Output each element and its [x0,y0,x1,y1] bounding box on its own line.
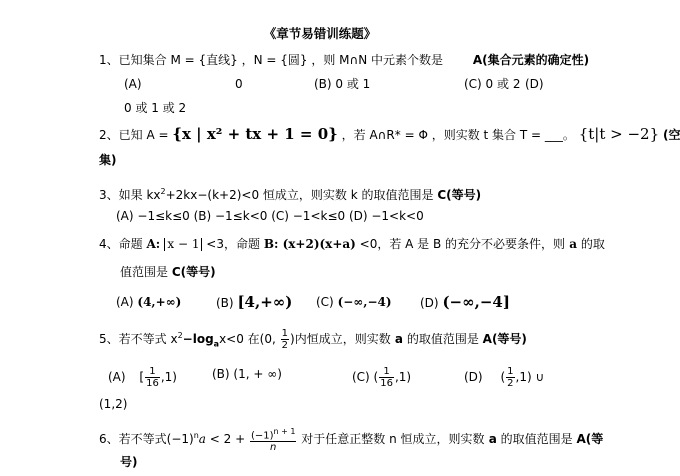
q5-stem-text-c: x<0 在(0, [219,332,276,346]
q3-exponent: 2 [160,187,166,196]
q4-var-a: a [565,237,578,251]
q5-opt-d [464,366,544,389]
q5-log: −log [182,332,214,346]
q5-opt-a-numerator: 1 [145,366,160,378]
q4-prop-a-tail: <3，命题 [202,237,260,251]
q6-frac-exponent: n + 1 [273,427,296,436]
q2-stem-text: 2、已知 A = [99,128,169,142]
q6-stem-text: 6、若不等式(−1) [99,432,194,447]
q2-set-expression: {x | x² + tx + 1 = 0} [172,125,338,143]
q3-stem-text-b: +2kx−(k+2)<0 恒成立，则实数 k 的取值范围是 [165,188,434,202]
q4-opt-a-value: (4,+∞) [137,295,182,309]
q5-stem-text-d: )内恒成立，则实数 [290,332,391,346]
q5-opt-a-close: ,1) [160,370,177,384]
q5-log-base: a [213,339,220,349]
q4-stem-cont [120,264,216,280]
q1-stem [99,52,589,68]
q5-opt-c-denominator: 16 [380,378,393,389]
page-title: 《章节易错训练题》 [263,26,377,41]
q1-opt-d-value: 0 或 1 或 2 [124,101,187,115]
q5-exponent: 2 [177,331,183,340]
q4-opt-d [420,294,510,311]
q2-stem-text-b: ，若 A∩R* = Φ ，则实数 t 集合 T = ___。 [341,128,575,142]
q6-var-a2: a [484,432,497,447]
q4-opt-b-label: (B) [216,296,234,310]
q5-stem-text-e: 的取值范围是 [403,332,479,346]
q5-frac-denominator: 2 [281,340,289,351]
q5-opt-d-fraction [506,366,514,389]
q5-opt-a-label: (A) [108,370,126,384]
q5-fraction [281,328,289,351]
q2-answer-cont: 集) [99,153,117,167]
q4-abs-expression: x − 1 [164,238,202,251]
q1-opt-b: (B) 0 或 1 [314,77,371,91]
q5-opt-d-close: ,1) ∪ [515,370,545,384]
q4-opt-c [316,294,392,310]
q4-stem-text-d: 值范围是 [120,265,169,279]
q6-stem-text-d: 的取值范围是 [496,432,573,447]
q5-opt-d-numerator: 1 [507,366,514,377]
q6-fraction [250,426,297,453]
q1-stem-text: 1、已知集合 M = {直线} ，N = {圆} ，则 M∩N 中元素个数是 [99,53,444,67]
q5-opt-c-close: ,1) [394,370,412,384]
q6-frac-denominator: n [270,442,277,454]
q5-opt-d-label: (D) [464,370,483,384]
q4-opt-a [116,294,181,310]
q5-stem-text: 5、若不等式 x [99,332,178,346]
q1-opt-a-label: (A) [124,77,142,91]
q6-var-a: a [198,432,206,447]
q6-exponent: n [193,431,199,441]
q1-opt-d-label: (D) [525,77,544,91]
q5-opt-d-open: ( [500,370,506,384]
q4-opt-b [216,294,292,311]
q2-answer-set: {t|t > −2} [578,125,660,143]
q4-opt-b-value: [4,+∞) [237,293,293,311]
q6-answer: A(等 [576,432,604,447]
q1-answer: A(集合元素的确定性) [472,53,590,67]
q5-opt-a-denominator: 16 [146,378,159,389]
q2-stem [99,126,680,143]
q2-answer: (空 [662,128,680,142]
q5-opt-b: (B) (1, + ∞) [212,367,282,381]
q1-opt-a-value: 0 [235,77,243,91]
q5-opt-c-label: (C) ( [352,370,379,384]
q4-opt-d-value: (−∞,−4] [442,293,510,311]
q1-opt-c: (C) 0 或 2 [464,77,521,91]
q3-stem-text: 3、如果 kx [99,188,161,202]
q5-opt-a-fraction [145,366,160,389]
q5-opt-d-cont: (1,2) [99,397,128,411]
q6-answer-cont: 号) [120,455,138,469]
q4-opt-d-label: (D) [420,296,439,310]
q6-stem [99,426,603,453]
q5-frac-numerator: 1 [281,328,289,339]
q5-var-a: a [390,332,403,346]
q3-options: (A) −1≤k≤0 (B) −1≤k<0 (C) −1<k≤0 (D) −1<k<0 [116,209,424,223]
q5-opt-a-open: [ [139,370,145,384]
q3-stem [99,184,481,203]
q4-stem-text-b: <0，若 A 是 B 的充分不必要条件，则 [355,237,566,251]
q4-stem [99,236,605,252]
q4-opt-a-label: (A) [116,295,134,309]
q4-stem-text: 4、命题 [99,237,143,251]
q4-stem-text-c: 的取 [577,237,605,251]
q4-prop-b: B: (x+2)(x+a) [263,237,356,251]
q6-frac-numerator [250,426,297,442]
q5-opt-c-numerator: 1 [379,366,394,378]
q4-answer: C(等号) [171,265,216,279]
q5-opt-c [352,366,411,389]
q5-answer: A(等号) [482,332,527,346]
q5-opt-a [108,366,177,389]
q6-frac-base: (−1) [250,430,274,442]
q6-stem-text-b: < 2 + [205,432,246,447]
q3-answer: C(等号) [437,188,482,202]
q5-opt-c-fraction [379,366,394,389]
q5-opt-d-denominator: 2 [507,378,514,389]
q4-opt-c-label: (C) [316,295,334,309]
q4-opt-c-value: (−∞,−4) [337,295,392,309]
q6-stem-text-c: 对于任意正整数 n 恒成立，则实数 [297,432,485,447]
q4-prop-a: A: [146,237,165,251]
q5-stem [99,328,527,352]
